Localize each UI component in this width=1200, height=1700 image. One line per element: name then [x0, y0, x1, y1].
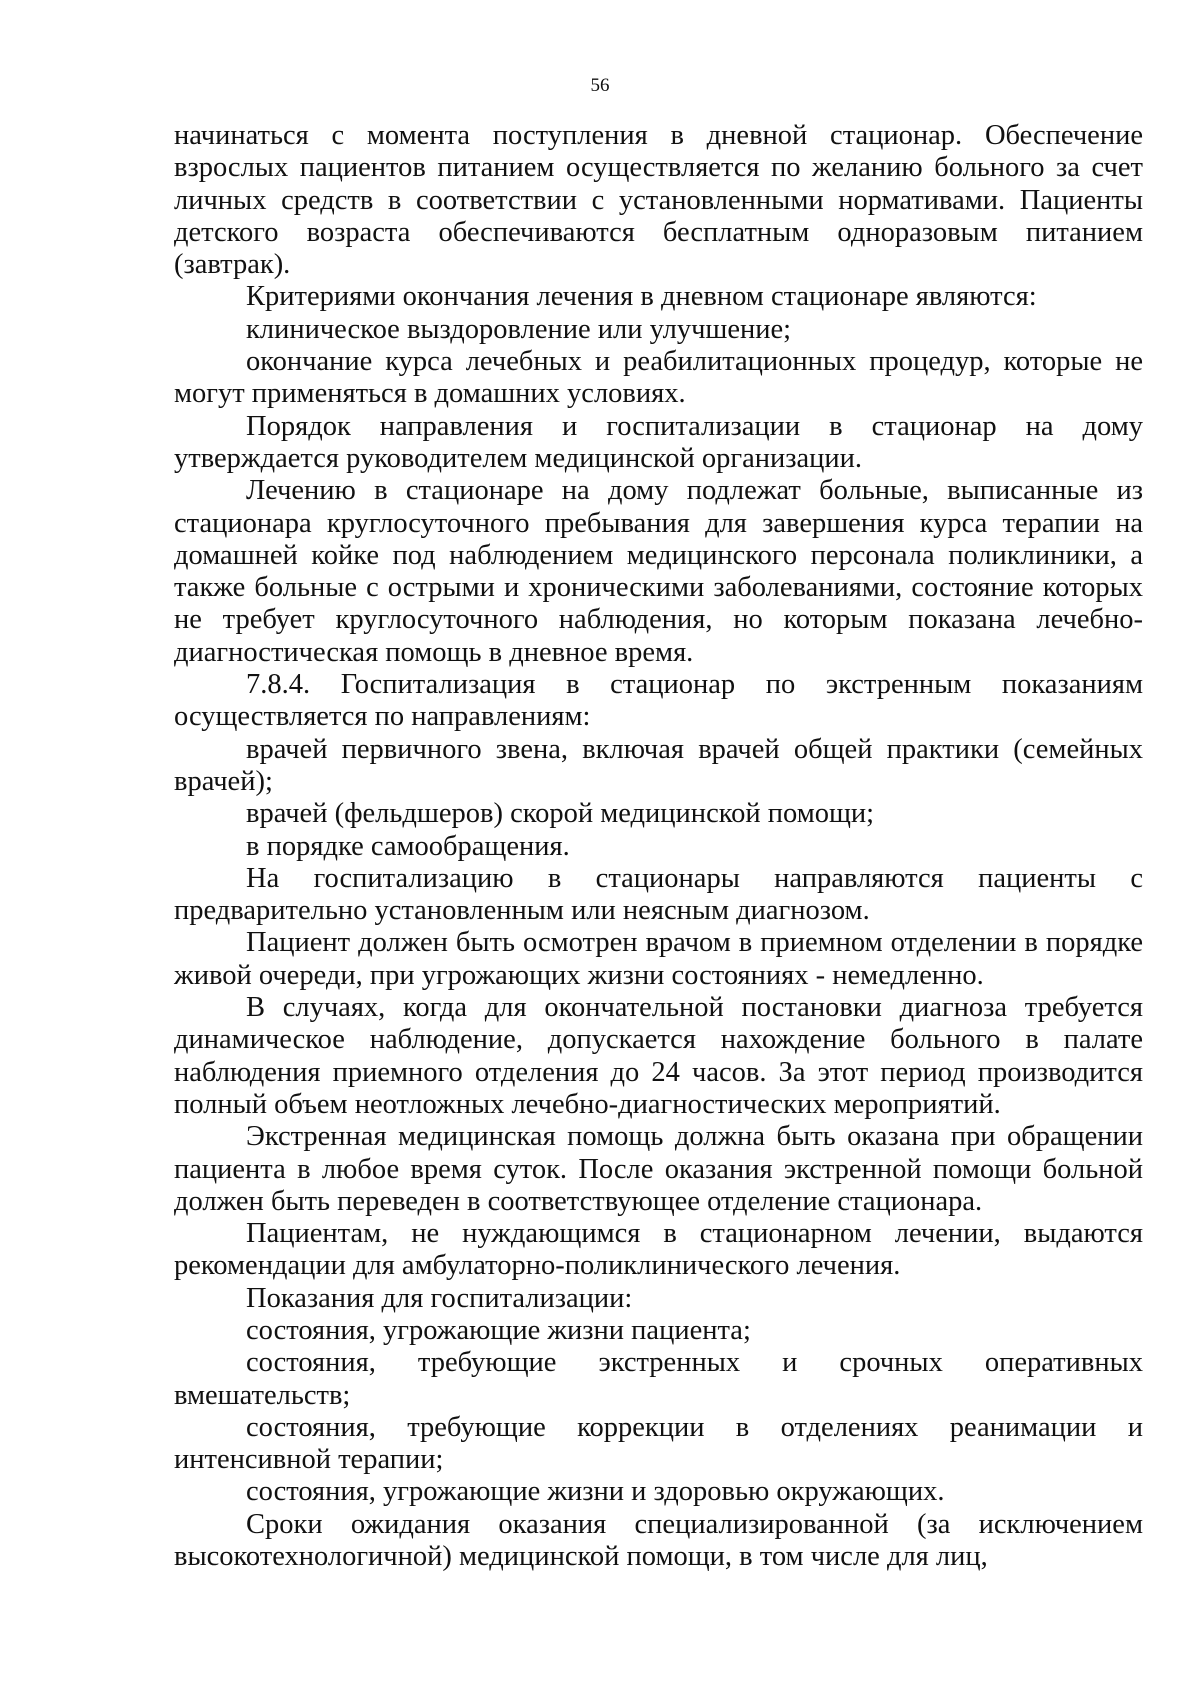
paragraph: врачей первичного звена, включая врачей общей практики (семейных врачей);	[174, 733, 1143, 797]
paragraph: Порядок направления и госпитализации в стационар на дому утверждается руководителем медицинской организации.	[174, 410, 1143, 474]
paragraph: клиническое выздоровление или улучшение;	[246, 313, 792, 345]
paragraph: состояния, угрожающие жизни пациента;	[246, 1314, 751, 1346]
paragraph: В случаях, когда для окончательной постановки диагноза требуется динамическое наблюдение, допускается нахождение больного в палате наблюдения приемного отделения до 24 часов. За этот период производится полный объем неотложных лечебно-диагностических мероприятий.	[174, 992, 1143, 1120]
paragraph: в порядке самообращения.	[246, 830, 570, 862]
paragraph: состояния, требующие экстренных и срочных оперативных вмешательств;	[174, 1347, 1143, 1411]
paragraph: Показания для госпитализации:	[246, 1282, 633, 1314]
page-number: 56	[590, 75, 610, 96]
paragraph: Экстренная медицинская помощь должна быть оказана при обращении пациента в любое время суток. После оказания экстренной помощи больной должен быть переведен в соответствующее отделение стационара.	[174, 1121, 1143, 1217]
paragraph: окончание курса лечебных и реабилитационных процедур, которые не могут применяться в домашних условиях.	[174, 346, 1143, 410]
paragraph: состояния, требующие коррекции в отделениях реанимации и интенсивной терапии;	[174, 1411, 1143, 1476]
paragraph: Критериями окончания лечения в дневном стационаре являются:	[246, 281, 1037, 313]
paragraph: начинаться с момента поступления в дневной стационар. Обеспечение взрослых пациентов питанием осуществляется по желанию больного за счет личных средств в соответствии с установленными нормативами. Пациенты детского возраста обеспечиваются бесплатным одноразовым питанием (завтрак).	[174, 120, 1143, 281]
paragraph: Сроки ожидания оказания специализированной (за исключением высокотехнологичной) медицинской помощи, в том числе для лиц,	[174, 1508, 1143, 1573]
paragraph: Пациент должен быть осмотрен врачом в приемном отделении в порядке живой очереди, при угрожающих жизни состояниях - немедленно.	[174, 927, 1143, 991]
paragraph: состояния, угрожающие жизни и здоровью окружающих.	[246, 1476, 945, 1508]
paragraph: 7.8.4. Госпитализация в стационар по экстренным показаниям осуществляется по направлениям:	[174, 669, 1143, 733]
paragraph: На госпитализацию в стационары направляются пациенты с предварительно установленным или неясным диагнозом.	[174, 862, 1143, 927]
paragraph: Лечению в стационаре на дому подлежат больные, выписанные из стационара круглосуточного пребывания для завершения курса терапии на домашней койке под наблюдением медицинского персонала поликлиники, а также больные с острыми и хроническими заболеваниями, состояние которых не требует круглосуточного наблюдения, но которым показана лечебно-диагностическая помощь в дневное время.	[174, 475, 1143, 668]
paragraph: Пациентам, не нуждающимся в стационарном лечении, выдаются рекомендации для амбулаторно-поликлинического лечения.	[174, 1218, 1143, 1282]
paragraph: врачей (фельдшеров) скорой медицинской помощи;	[246, 798, 875, 830]
document-body	[174, 120, 1143, 1573]
